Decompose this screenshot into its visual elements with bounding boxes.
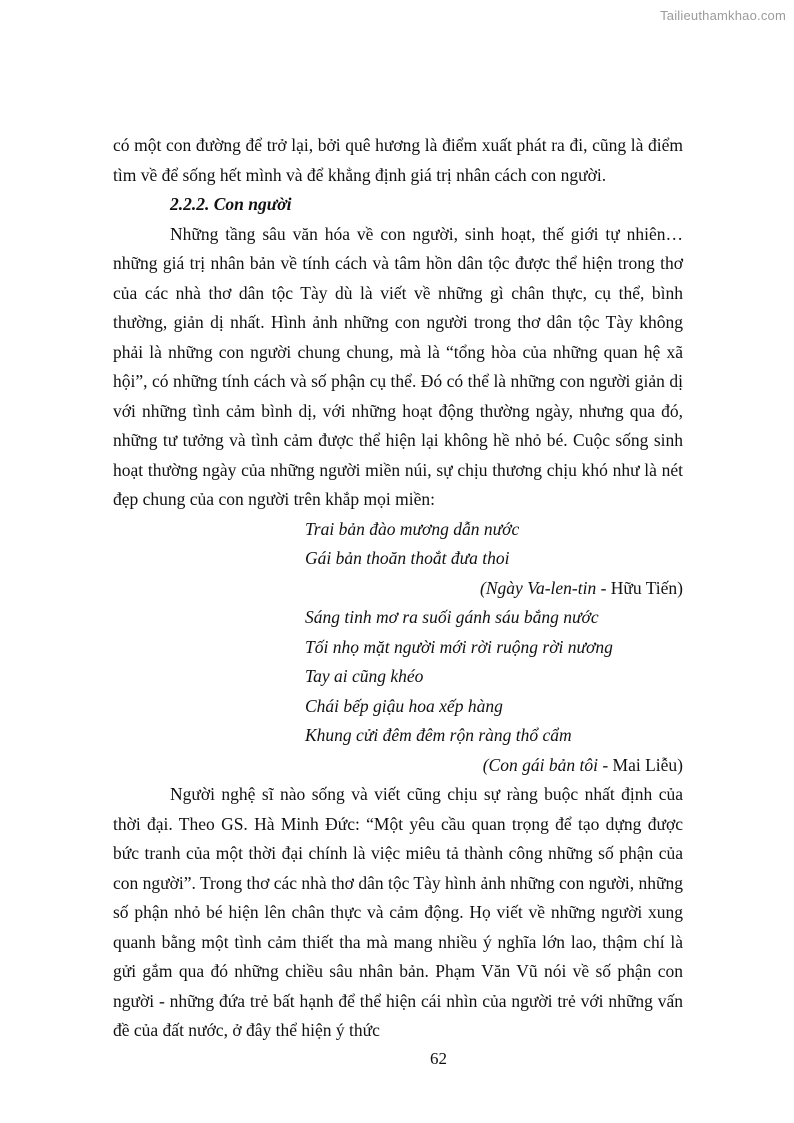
poem-line: Trai bản đào mương dẫn nước bbox=[305, 518, 520, 539]
poem-line: Chái bếp giậu hoa xếp hàng bbox=[305, 695, 503, 716]
poem-author: - Hữu Tiến) bbox=[596, 577, 683, 598]
page-number: 62 bbox=[430, 1049, 447, 1068]
poem-attribution-2 bbox=[113, 751, 683, 781]
intro-paragraph: có một con đường để trở lại, bởi quê hương là điểm xuất phát ra đi, cũng là điểm tìm về để sống hết mình và để khẳng định giá trị nhân cách con người. bbox=[113, 135, 683, 185]
poem-line: Khung cửi đêm đêm rộn ràng thổ cẩm bbox=[305, 725, 572, 745]
poem-line: Gái bản thoăn thoắt đưa thoi bbox=[305, 548, 510, 568]
poem-quote-1 bbox=[305, 515, 683, 574]
poem-quote-2 bbox=[305, 603, 683, 751]
body-paragraph-2: Người nghệ sĩ nào sống và viết cũng chịu sự ràng buộc nhất định của thời đại. Theo GS. Hà Minh Đức: “Một yêu cầu quan trọng để tạo dựng được bức tranh của một thời đại chính là việc miêu tả thành công những số phận của con người”. Trong thơ các nhà thơ dân tộc Tày hình ảnh những con người, những số phận nhỏ bé hiện lên chân thực và cảm động. Họ viết về những người xung quanh bằng một tình cảm thiết tha mà mang nhiều ý nghĩa lớn lao, thậm chí là gửi gắm qua đó những chiều sâu nhân bản. Phạm Văn Vũ nói về số phận con người - những đứa trẻ bất hạnh để thể hiện cái nhìn của người trẻ với những vấn đề của đất nước, ở đây thể hiện ý thức bbox=[113, 784, 683, 1040]
poem-author: - Mai Liễu) bbox=[597, 754, 683, 775]
poem-line: Sáng tinh mơ ra suối gánh sáu bắng nước bbox=[305, 607, 599, 627]
poem-line: Tay ai cũng khéo bbox=[305, 666, 424, 686]
page-content bbox=[113, 131, 683, 1046]
poem-attribution-1 bbox=[113, 574, 683, 604]
poem-title: (Con gái bản tôi bbox=[482, 754, 598, 775]
watermark-text: Tailieuthamkhao.com bbox=[660, 8, 786, 23]
body-paragraph-1: Những tầng sâu văn hóa về con người, sinh hoạt, thế giới tự nhiên… những giá trị nhân bản về tính cách và tâm hồn dân tộc được thể hiện trong thơ của các nhà thơ dân tộc Tày dù là viết về những gì chân thực, cụ thể, bình thường, giản dị nhất. Hình ảnh những con người trong thơ dân tộc Tày không phải là những con người chung chung, mà là “tổng hòa của những quan hệ xã hội”, có những tính cách và số phận cụ thể. Đó có thể là những con người giản dị với những tình cảm bình dị, với những hoạt động thường ngày, nhưng qua đó, những tư tưởng và tình cảm được thể hiện lại không hề nhỏ bé. Cuộc sống sinh hoạt thường ngày của những người miền núi, sự chịu thương chịu khó như là nét đẹp chung của con người trên khắp mọi miền: bbox=[113, 223, 683, 509]
poem-title: (Ngày Va-len-tin bbox=[480, 577, 597, 598]
poem-line: Tối nhọ mặt người mới rời ruộng rời nương bbox=[305, 636, 613, 657]
section-heading: 2.2.2. Con người bbox=[170, 194, 292, 214]
